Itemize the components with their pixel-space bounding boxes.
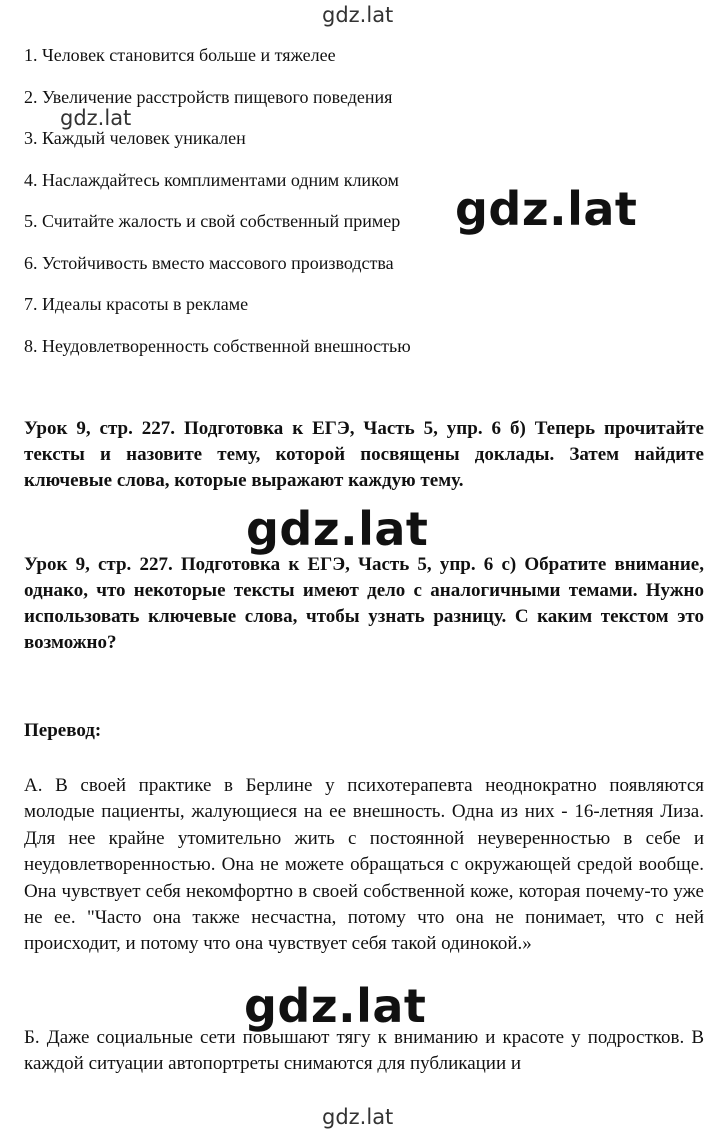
- list-item: 2. Увеличение расстройств пищевого поведения: [24, 87, 393, 107]
- list-item: 3. Каждый человек уникален: [24, 128, 246, 148]
- paragraph-a: А. В своей практике в Берлине у психотерапевта неоднократно появляются молодые пациенты, жалующиеся на ее внешность. Одна из них - 16-летняя Лиза. Для нее крайне утомительно жить с постоянной неуверенностью в себе и неудовлетворенностью. Она не можете обращаться с окружающей средой вообще. Она чувствует себя некомфортно в своей собственной коже, которая почему-то уже не ее. "Часто она также несчастна, потому что она не понимает, что с ней происходит, и потому что она чувствует себя такой одинокой.»: [24, 775, 704, 955]
- list-item: 1. Человек становится больше и тяжелее: [24, 45, 336, 65]
- watermark-near-item2: gdz.lat: [60, 106, 132, 130]
- watermark-bottom: gdz.lat: [322, 1105, 394, 1129]
- task-heading-b: Урок 9, стр. 227. Подготовка к ЕГЭ, Часть 5, упр. 6 б) Теперь прочитайте тексты и назовите тему, которой посвящены доклады. Затем найдите ключевые слова, которые выражают каждую тему.: [24, 418, 704, 491]
- list-item: 8. Неудовлетворенность собственной внешностью: [24, 336, 411, 356]
- translation-heading: Перевод:: [24, 720, 102, 741]
- watermark-near-para-b: gdz.lat: [244, 979, 427, 1033]
- list-item: 5. Считайте жалость и свой собственный пример: [24, 211, 401, 231]
- paragraph-b: Б. Даже социальные сети повышают тягу к вниманию и красоте у подростков. В каждой ситуации автопортреты снимаются для публикации и: [24, 1027, 704, 1075]
- watermark-center: gdz.lat: [246, 502, 429, 556]
- task-heading-c: Урок 9, стр. 227. Подготовка к ЕГЭ, Часть 5, упр. 6 с) Обратите внимание, однако, что некоторые тексты имеют дело с аналогичными темами. Нужно использовать ключевые слова, чтобы узнать разницу. С каким текстом это возможно?: [24, 554, 704, 653]
- list-item: 6. Устойчивость вместо массового производства: [24, 253, 394, 273]
- list-item: 4. Наслаждайтесь комплиментами одним кликом: [24, 170, 399, 190]
- list-item: 7. Идеалы красоты в рекламе: [24, 294, 249, 314]
- watermark-near-item5: gdz.lat: [455, 182, 638, 236]
- watermark-top: gdz.lat: [322, 3, 394, 27]
